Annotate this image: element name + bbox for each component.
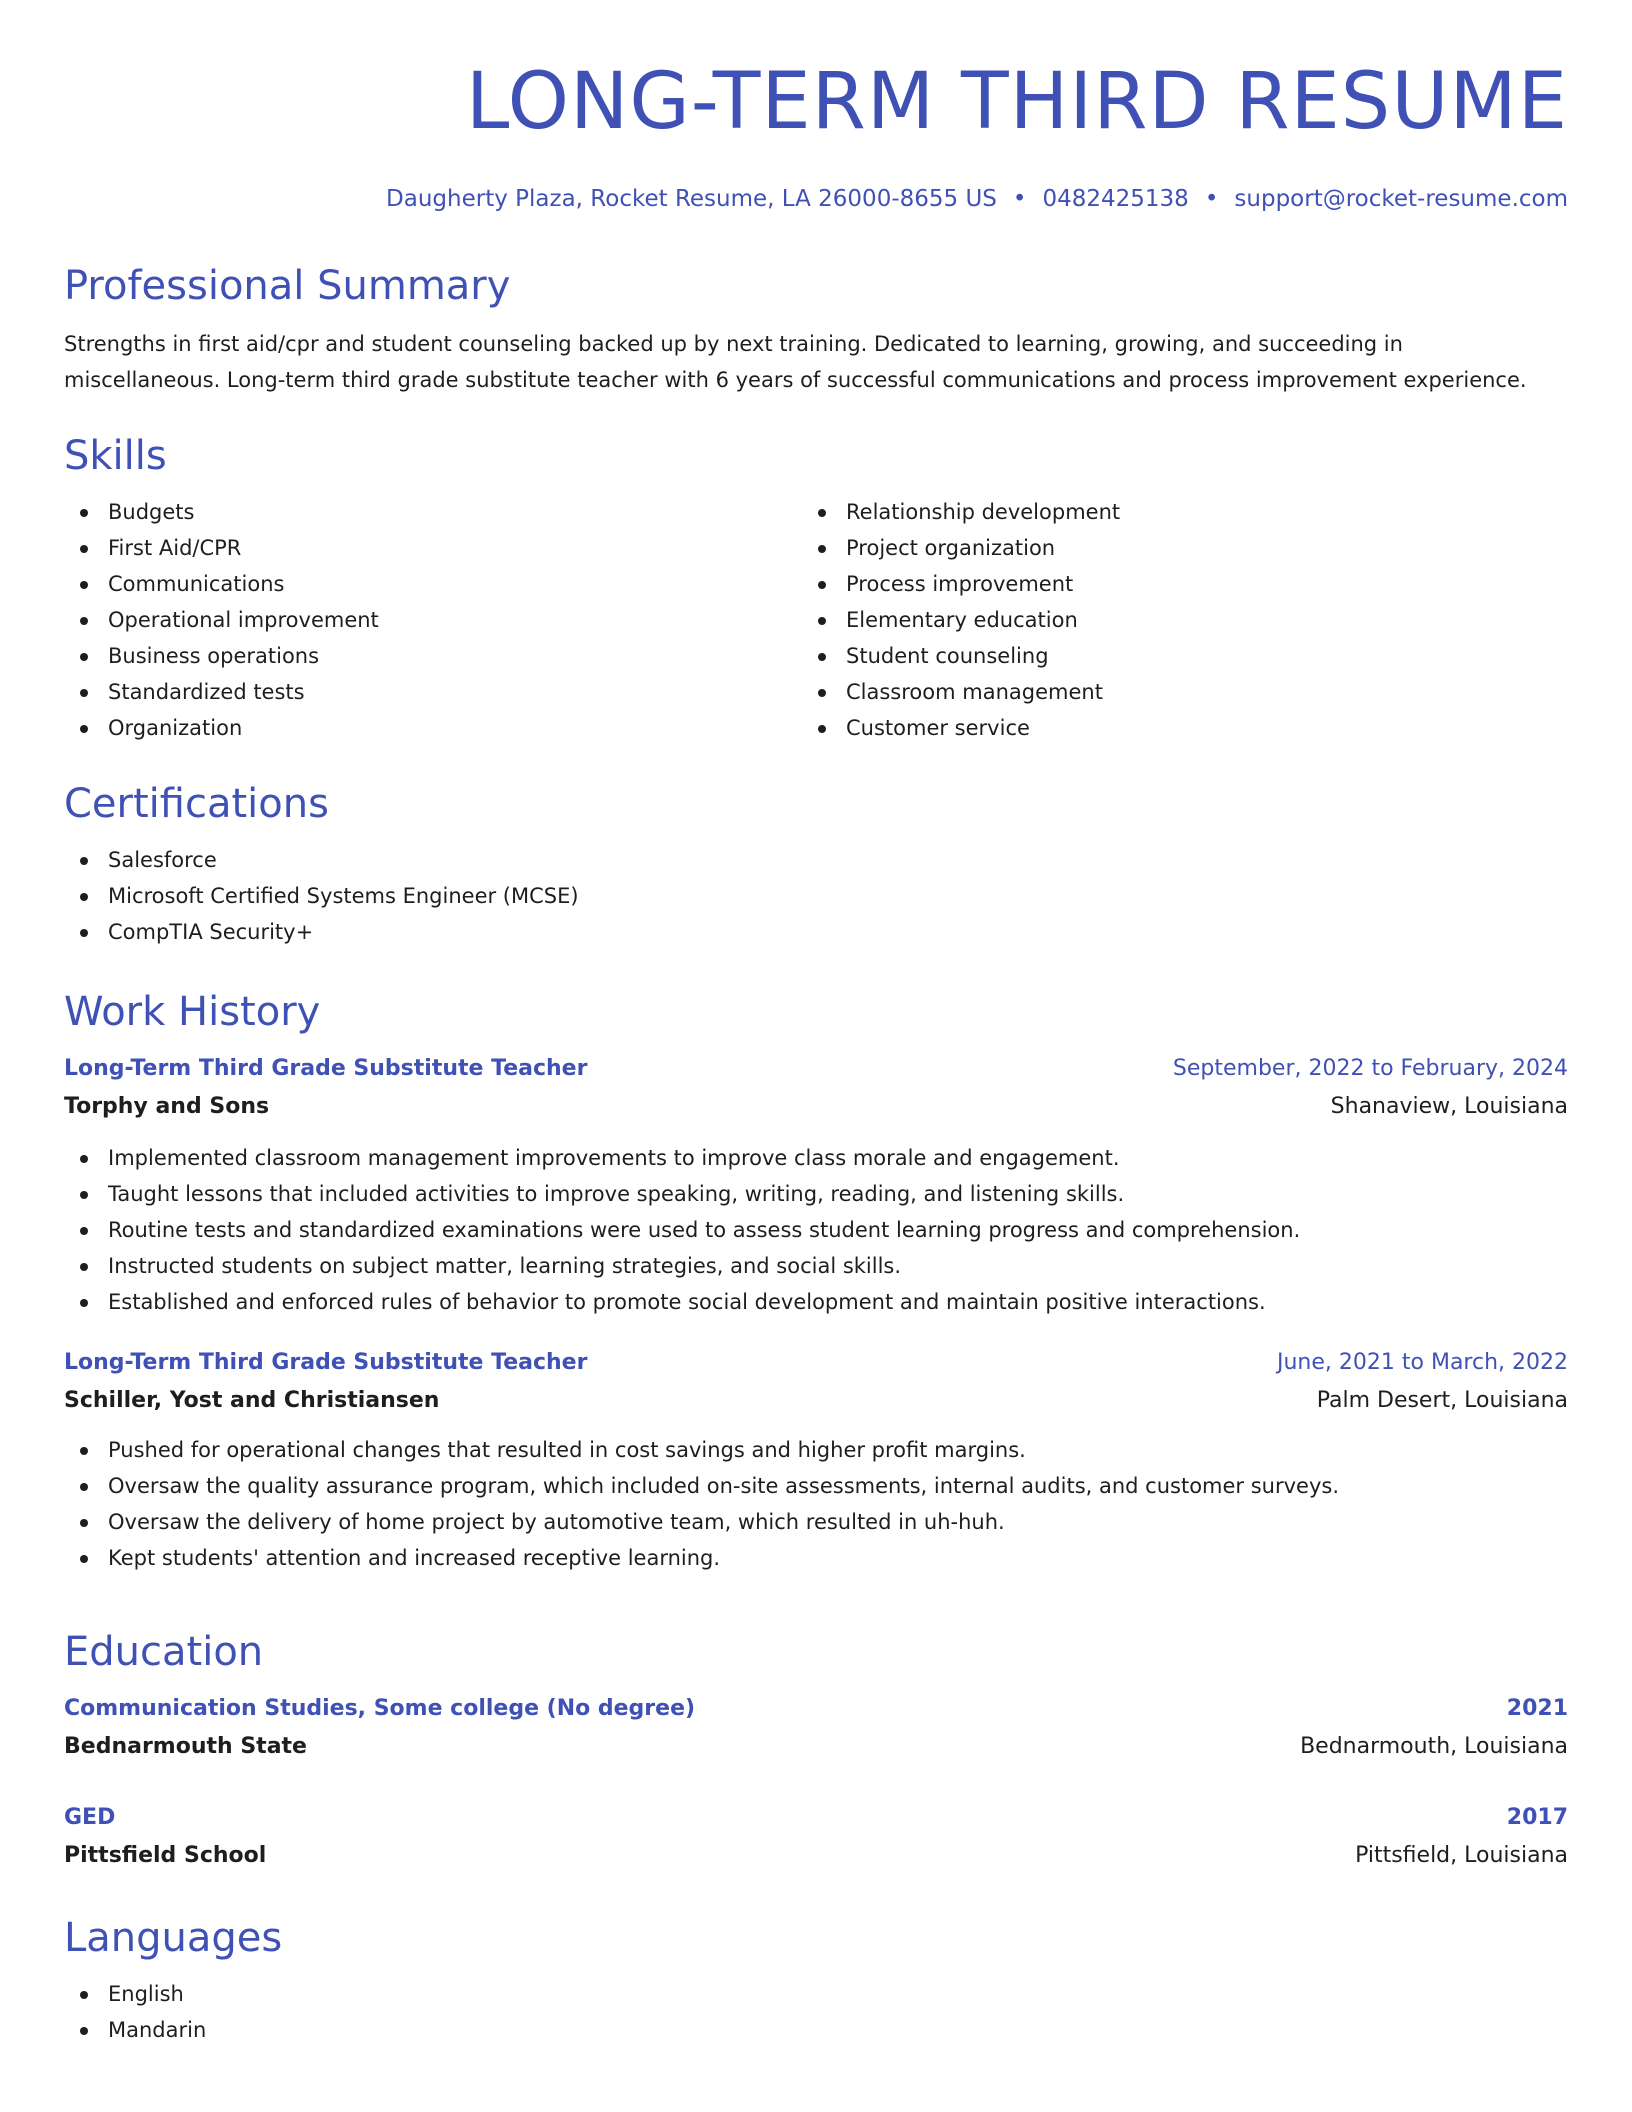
skill-item: Business operations — [64, 638, 802, 674]
job-title: Long-Term Third Grade Substitute Teacher — [64, 1350, 588, 1375]
skill-item: First Aid/CPR — [64, 530, 802, 566]
skill-item: Elementary education — [802, 602, 1540, 638]
skills-list-right — [802, 494, 1540, 746]
job-dates: June, 2021 to March, 2022 — [1277, 1350, 1568, 1375]
work-history-section — [64, 988, 1568, 1576]
certifications-section — [64, 780, 1568, 950]
job-company-row — [64, 1382, 1568, 1420]
education-heading: Education — [64, 1629, 264, 1675]
summary-section — [64, 262, 1568, 398]
job-location: Shanaview, Louisiana — [1330, 1094, 1568, 1119]
job-dates: September, 2022 to February, 2024 — [1172, 1056, 1568, 1081]
education-school: Bednarmouth State — [64, 1734, 307, 1759]
education-section — [64, 1628, 1568, 1875]
job-bullet: Oversaw the delivery of home project by automotive team, which resulted in uh-huh. — [64, 1504, 1568, 1540]
education-school-row — [64, 1728, 1568, 1766]
skill-item: Communications — [64, 566, 802, 602]
contact-email: support@rocket-resume.com — [1234, 186, 1568, 212]
job-entry — [64, 1050, 1568, 1320]
resume-name: LONG-TERM THIRD RESUME — [465, 57, 1568, 147]
job-bullet: Implemented classroom management improvements to improve class morale and engagement. — [64, 1140, 1568, 1176]
skills-list-left — [64, 494, 802, 746]
skill-item: Classroom management — [802, 674, 1540, 710]
certification-item: Microsoft Certified Systems Engineer (MCSE) — [64, 878, 1568, 914]
job-bullet: Routine tests and standardized examinations were used to assess student learning progress and comprehension. — [64, 1212, 1568, 1248]
skill-item: Organization — [64, 710, 802, 746]
job-bullets — [64, 1140, 1568, 1320]
job-title-row — [64, 1050, 1568, 1088]
job-entry — [64, 1344, 1568, 1576]
skill-item: Process improvement — [802, 566, 1540, 602]
contact-separator: • — [1204, 186, 1219, 212]
job-title: Long-Term Third Grade Substitute Teacher — [64, 1056, 588, 1081]
skill-item: Customer service — [802, 710, 1540, 746]
education-degree-row — [64, 1799, 1568, 1837]
job-bullet: Kept students' attention and increased receptive learning. — [64, 1540, 1568, 1576]
contact-separator: • — [1012, 186, 1027, 212]
education-location: Bednarmouth, Louisiana — [1300, 1734, 1568, 1759]
education-year: 2021 — [1506, 1696, 1568, 1721]
languages-section — [64, 1914, 1568, 2048]
skill-item: Budgets — [64, 494, 802, 530]
job-bullet: Established and enforced rules of behavior to promote social development and maintain positive interactions. — [64, 1284, 1568, 1320]
job-company-row — [64, 1088, 1568, 1126]
language-item: Mandarin — [64, 2012, 1568, 2048]
job-bullet: Taught lessons that included activities to improve speaking, writing, reading, and listening skills. — [64, 1176, 1568, 1212]
certifications-heading: Certifications — [64, 781, 329, 827]
job-company: Schiller, Yost and Christiansen — [64, 1388, 440, 1413]
certification-item: Salesforce — [64, 842, 1568, 878]
education-degree-row — [64, 1690, 1568, 1728]
job-title-row — [64, 1344, 1568, 1382]
work-history-heading: Work History — [64, 989, 321, 1035]
education-school-row — [64, 1837, 1568, 1875]
job-bullets — [64, 1432, 1568, 1576]
job-bullet: Instructed students on subject matter, learning strategies, and social skills. — [64, 1248, 1568, 1284]
contact-address: Daugherty Plaza, Rocket Resume, LA 26000-8655 US — [386, 186, 997, 212]
skill-item: Relationship development — [802, 494, 1540, 530]
skill-item: Standardized tests — [64, 674, 802, 710]
education-location: Pittsfield, Louisiana — [1355, 1843, 1568, 1868]
education-entry — [64, 1799, 1568, 1875]
skill-item: Operational improvement — [64, 602, 802, 638]
languages-heading: Languages — [64, 1915, 283, 1961]
job-bullet: Oversaw the quality assurance program, which included on-site assessments, internal audits, and customer surveys. — [64, 1468, 1568, 1504]
education-year: 2017 — [1506, 1805, 1568, 1830]
job-company: Torphy and Sons — [64, 1094, 270, 1119]
skills-columns — [64, 494, 1568, 746]
education-degree: GED — [64, 1805, 116, 1830]
certification-item: CompTIA Security+ — [64, 914, 1568, 950]
skills-heading: Skills — [64, 433, 167, 479]
language-item: English — [64, 1976, 1568, 2012]
job-location: Palm Desert, Louisiana — [1316, 1388, 1568, 1413]
summary-heading: Professional Summary — [64, 263, 511, 309]
certifications-list — [64, 842, 1568, 950]
skills-section — [64, 432, 1568, 746]
skill-item: Student counseling — [802, 638, 1540, 674]
summary-text: Strengths in first aid/cpr and student counseling backed up by next training. Dedicated to learning, growing, and succeeding in miscellaneous. Long-term third grade substitute teacher with 6 years of successful communications and process improvement experience. — [64, 332, 1527, 392]
education-degree: Communication Studies, Some college (No degree) — [64, 1696, 696, 1721]
education-school: Pittsfield School — [64, 1843, 267, 1868]
education-entry — [64, 1690, 1568, 1766]
languages-list — [64, 1976, 1568, 2048]
contact-phone: 0482425138 — [1042, 186, 1189, 212]
contact-line — [64, 184, 1568, 214]
skill-item: Project organization — [802, 530, 1540, 566]
job-bullet: Pushed for operational changes that resulted in cost savings and higher profit margins. — [64, 1432, 1568, 1468]
